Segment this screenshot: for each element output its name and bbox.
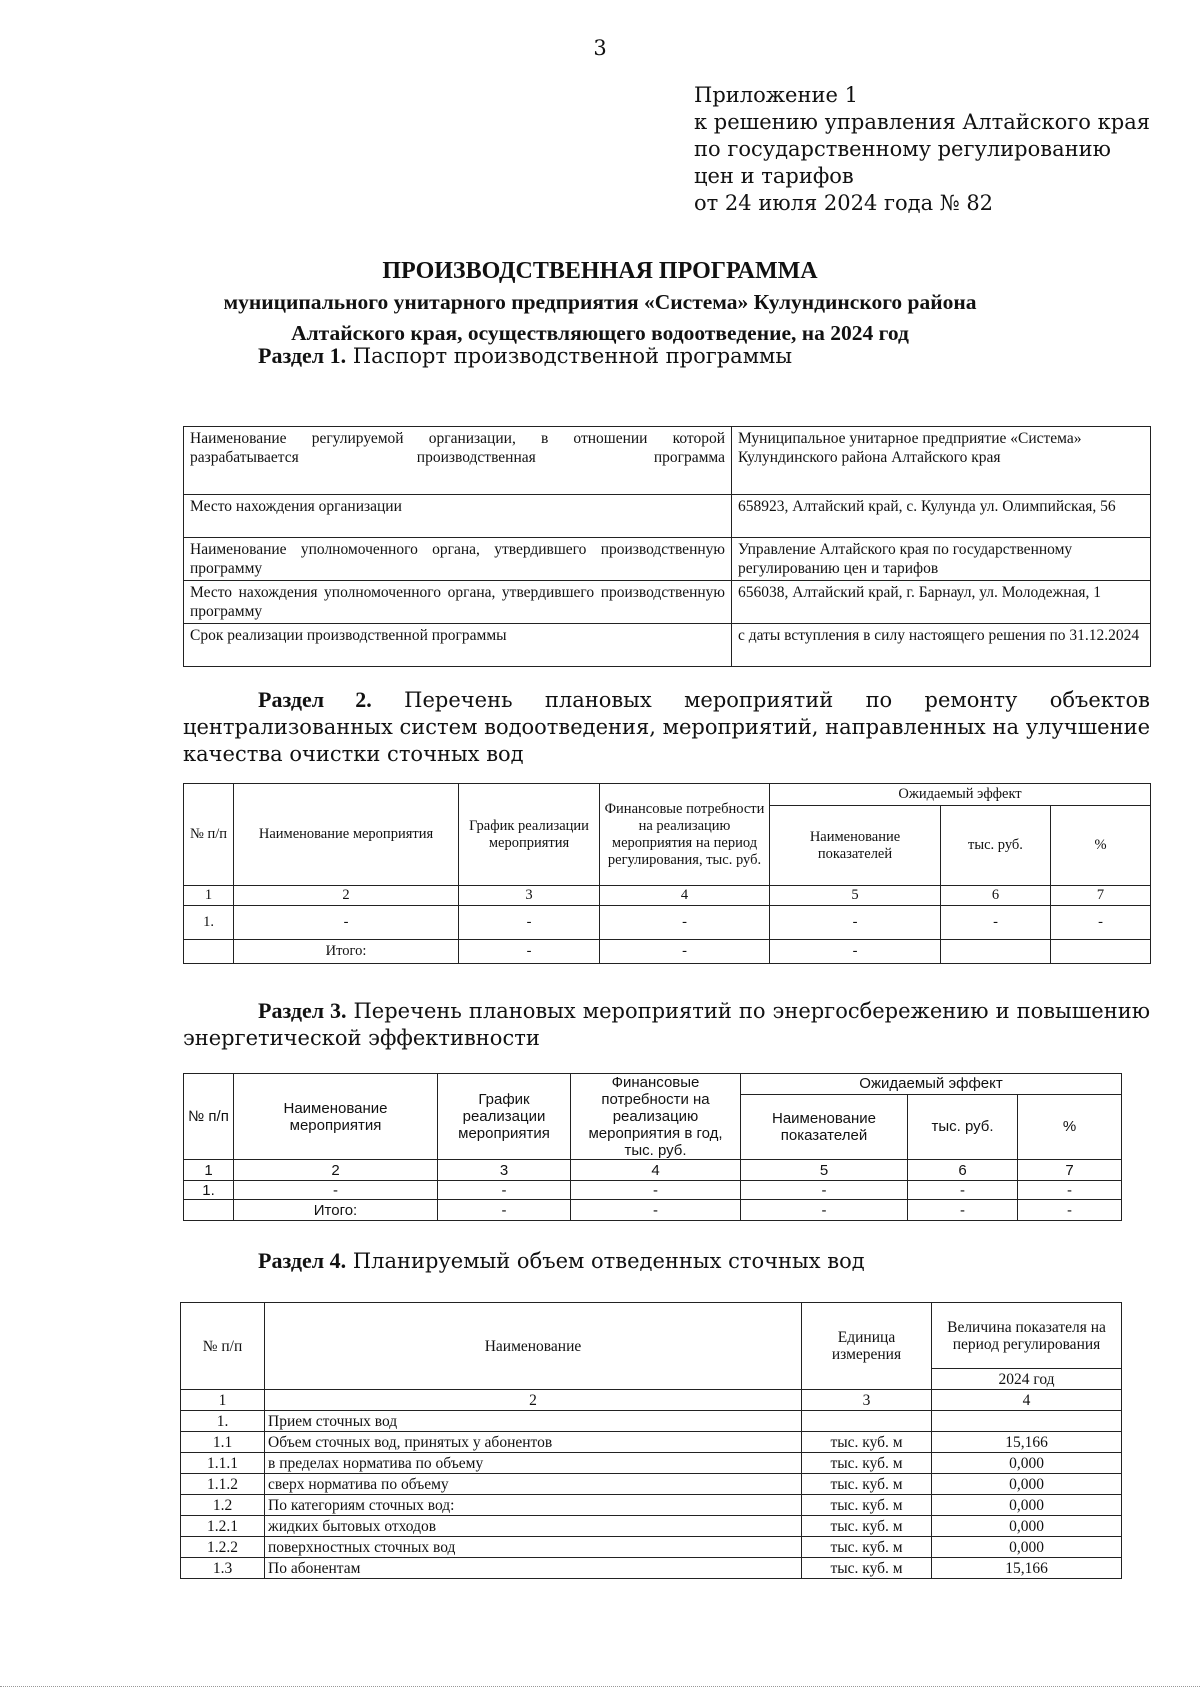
section-3-table	[183, 1073, 1122, 1221]
section-label: Раздел 2.	[258, 687, 372, 712]
header-name: Наименование мероприятия	[234, 784, 459, 886]
table-total-row	[184, 1200, 1122, 1221]
passport-cell-value: с даты вступления в силу настоящего решения по 31.12.2024	[732, 624, 1151, 667]
header-indicators: Наименование показателей	[741, 1094, 908, 1159]
column-number: 1	[184, 886, 234, 906]
table-cell: -	[770, 940, 941, 964]
header-finance: Финансовые потребности на реализацию мероприятия в год, тыс. руб.	[571, 1074, 741, 1160]
row-num: 1.2.2	[181, 1537, 265, 1558]
row-value: 0,000	[932, 1453, 1122, 1474]
section-label: Раздел 4.	[258, 1248, 347, 1273]
column-number: 2	[234, 1160, 438, 1181]
row-num: 1.2	[181, 1495, 265, 1516]
column-number: 6	[941, 886, 1051, 906]
section-2-heading	[183, 686, 1150, 768]
table-row	[181, 1495, 1122, 1516]
column-number: 1	[184, 1160, 234, 1181]
header-schedule: График реализации мероприятия	[438, 1074, 571, 1160]
table-cell: -	[1051, 906, 1151, 940]
row-value: 0,000	[932, 1537, 1122, 1558]
column-number: 6	[908, 1160, 1018, 1181]
table-row	[184, 886, 1151, 906]
row-name: По категориям сточных вод:	[265, 1495, 802, 1516]
table-cell: 1.	[184, 1181, 234, 1200]
row-value: 15,166	[932, 1558, 1122, 1579]
table-cell: -	[459, 940, 600, 964]
section-title: Перечень плановых мероприятий по ремонту объектов централизованных систем водоотведения, мероприятий, направленных на улучшение качества очистки сточных вод	[183, 688, 1150, 766]
row-value: 0,000	[932, 1516, 1122, 1537]
appendix-line: к решению управления Алтайского края	[694, 110, 1150, 134]
section-2-table	[183, 783, 1151, 964]
page-number: 3	[593, 36, 607, 60]
table-cell: -	[234, 1181, 438, 1200]
passport-cell-value: 658923, Алтайский край, с. Кулунда ул. Олимпийская, 56	[732, 495, 1151, 538]
appendix-line: Приложение 1	[694, 83, 858, 107]
table-cell	[184, 1200, 234, 1221]
table-row	[184, 906, 1151, 940]
row-value: 0,000	[932, 1474, 1122, 1495]
table-cell: -	[1018, 1181, 1122, 1200]
row-name: По абонентам	[265, 1558, 802, 1579]
total-label: Итого:	[234, 940, 459, 964]
document-title: ПРОИЗВОДСТВЕННАЯ ПРОГРАММА	[382, 258, 818, 284]
table-row	[181, 1537, 1122, 1558]
section-4-table	[180, 1302, 1122, 1579]
table-row	[184, 538, 1151, 581]
header-finance: Финансовые потребности на реализацию мероприятия на период регулирования, тыс. руб.	[600, 784, 770, 886]
table-cell: -	[908, 1181, 1018, 1200]
row-unit: тыс. куб. м	[802, 1537, 932, 1558]
header-indicators: Наименование показателей	[770, 806, 941, 886]
row-unit: тыс. куб. м	[802, 1474, 932, 1495]
row-value: 15,166	[932, 1432, 1122, 1453]
table-cell: -	[571, 1181, 741, 1200]
row-num: 1.3	[181, 1558, 265, 1579]
passport-cell-name: Место нахождения уполномоченного органа, утвердившего производственную программу	[184, 581, 732, 624]
total-label: Итого:	[234, 1200, 438, 1221]
table-cell: -	[908, 1200, 1018, 1221]
column-number: 5	[741, 1160, 908, 1181]
table-row	[181, 1558, 1122, 1579]
column-number: 2	[234, 886, 459, 906]
table-row	[184, 427, 1151, 495]
header-unit: Единица измерения	[802, 1303, 932, 1390]
table-row	[181, 1474, 1122, 1495]
header-name: Наименование	[265, 1303, 802, 1390]
table-cell: -	[438, 1200, 571, 1221]
column-number: 3	[802, 1390, 932, 1411]
row-name: Объем сточных вод, принятых у абонентов	[265, 1432, 802, 1453]
table-cell: -	[234, 906, 459, 940]
row-value	[932, 1411, 1122, 1432]
table-header-row	[181, 1303, 1122, 1369]
table-cell: -	[459, 906, 600, 940]
header-name: Наименование мероприятия	[234, 1074, 438, 1160]
table-cell: -	[1018, 1200, 1122, 1221]
table-row	[181, 1390, 1122, 1411]
column-number: 1	[181, 1390, 265, 1411]
document-subtitle: муниципального унитарного предприятия «Система» Кулундинского района	[223, 290, 977, 314]
row-name: сверх норматива по объему	[265, 1474, 802, 1495]
table-row	[184, 581, 1151, 624]
passport-cell-value: Муниципальное унитарное предприятие «Система» Кулундинского района Алтайского края	[732, 427, 1151, 495]
header-thous: тыс. руб.	[941, 806, 1051, 886]
table-cell: -	[600, 906, 770, 940]
table-cell: -	[571, 1200, 741, 1221]
table-cell: -	[941, 906, 1051, 940]
column-number: 2	[265, 1390, 802, 1411]
table-cell	[184, 940, 234, 964]
header-effect: Ожидаемый эффект	[741, 1074, 1122, 1095]
row-unit: тыс. куб. м	[802, 1453, 932, 1474]
table-cell	[941, 940, 1051, 964]
row-value: 0,000	[932, 1495, 1122, 1516]
row-num: 1.1.1	[181, 1453, 265, 1474]
passport-cell-name: Наименование уполномоченного органа, утвердившего производственную программу	[184, 538, 732, 581]
row-num: 1.1.2	[181, 1474, 265, 1495]
header-value: Величина показателя на период регулирования	[932, 1303, 1122, 1369]
header-num: № п/п	[181, 1303, 265, 1390]
row-unit: тыс. куб. м	[802, 1516, 932, 1537]
row-name: поверхностных сточных вод	[265, 1537, 802, 1558]
table-header-row	[184, 1074, 1122, 1095]
table-header-row	[184, 784, 1151, 806]
table-cell: -	[600, 940, 770, 964]
row-num: 1.2.1	[181, 1516, 265, 1537]
header-num: № п/п	[184, 1074, 234, 1160]
table-cell: -	[741, 1200, 908, 1221]
section-title: Паспорт производственной программы	[352, 344, 793, 368]
section-4-heading	[258, 1247, 865, 1275]
appendix-line: от 24 июля 2024 года № 82	[694, 191, 994, 215]
section-1-heading	[258, 342, 792, 370]
table-row	[181, 1411, 1122, 1432]
section-title: Перечень плановых мероприятий по энергосбережению и повышению энергетической эффективности	[183, 999, 1150, 1050]
passport-cell-name: Срок реализации производственной программы	[184, 624, 732, 667]
appendix-header	[694, 82, 1150, 217]
table-cell: -	[438, 1181, 571, 1200]
table-total-row	[184, 940, 1151, 964]
document-subtitle: Алтайского края, осуществляющего водоотведение, на 2024 год	[291, 321, 909, 345]
table-cell	[1051, 940, 1151, 964]
header-effect: Ожидаемый эффект	[770, 784, 1151, 806]
appendix-line: цен и тарифов	[694, 164, 854, 188]
row-num: 1.1	[181, 1432, 265, 1453]
header-percent: %	[1018, 1094, 1122, 1159]
appendix-line: по государственному регулированию	[694, 137, 1111, 161]
table-cell: -	[770, 906, 941, 940]
row-name: жидких бытовых отходов	[265, 1516, 802, 1537]
column-number: 3	[438, 1160, 571, 1181]
header-num: № п/п	[184, 784, 234, 886]
scan-edge-divider	[0, 1686, 1200, 1689]
table-row	[184, 624, 1151, 667]
row-unit	[802, 1411, 932, 1432]
column-number: 4	[600, 886, 770, 906]
column-number: 4	[571, 1160, 741, 1181]
row-name: в пределах норматива по объему	[265, 1453, 802, 1474]
table-cell: 1.	[184, 906, 234, 940]
row-name: Прием сточных вод	[265, 1411, 802, 1432]
table-row	[184, 495, 1151, 538]
section-3-heading	[183, 997, 1150, 1052]
header-thous: тыс. руб.	[908, 1094, 1018, 1159]
passport-table	[183, 426, 1151, 667]
section-label: Раздел 1.	[258, 343, 347, 368]
row-unit: тыс. куб. м	[802, 1432, 932, 1453]
table-row	[181, 1516, 1122, 1537]
table-row	[184, 1160, 1122, 1181]
table-cell: -	[741, 1181, 908, 1200]
row-unit: тыс. куб. м	[802, 1495, 932, 1516]
passport-cell-value: 656038, Алтайский край, г. Барнаул, ул. Молодежная, 1	[732, 581, 1151, 624]
table-row	[181, 1432, 1122, 1453]
header-schedule: График реализации мероприятия	[459, 784, 600, 886]
table-row	[184, 1181, 1122, 1200]
header-percent: %	[1051, 806, 1151, 886]
passport-cell-name: Наименование регулируемой организации, в отношении которой разрабатывается производственная программа	[184, 427, 732, 495]
passport-cell-value: Управление Алтайского края по государственному регулированию цен и тарифов	[732, 538, 1151, 581]
passport-cell-name: Место нахождения организации	[184, 495, 732, 538]
column-number: 5	[770, 886, 941, 906]
column-number: 3	[459, 886, 600, 906]
table-row	[181, 1453, 1122, 1474]
row-num: 1.	[181, 1411, 265, 1432]
section-title: Планируемый объем отведенных сточных вод	[352, 1249, 865, 1273]
header-year: 2024 год	[932, 1369, 1122, 1390]
row-unit: тыс. куб. м	[802, 1558, 932, 1579]
column-number: 4	[932, 1390, 1122, 1411]
column-number: 7	[1051, 886, 1151, 906]
column-number: 7	[1018, 1160, 1122, 1181]
section-label: Раздел 3.	[258, 998, 347, 1023]
